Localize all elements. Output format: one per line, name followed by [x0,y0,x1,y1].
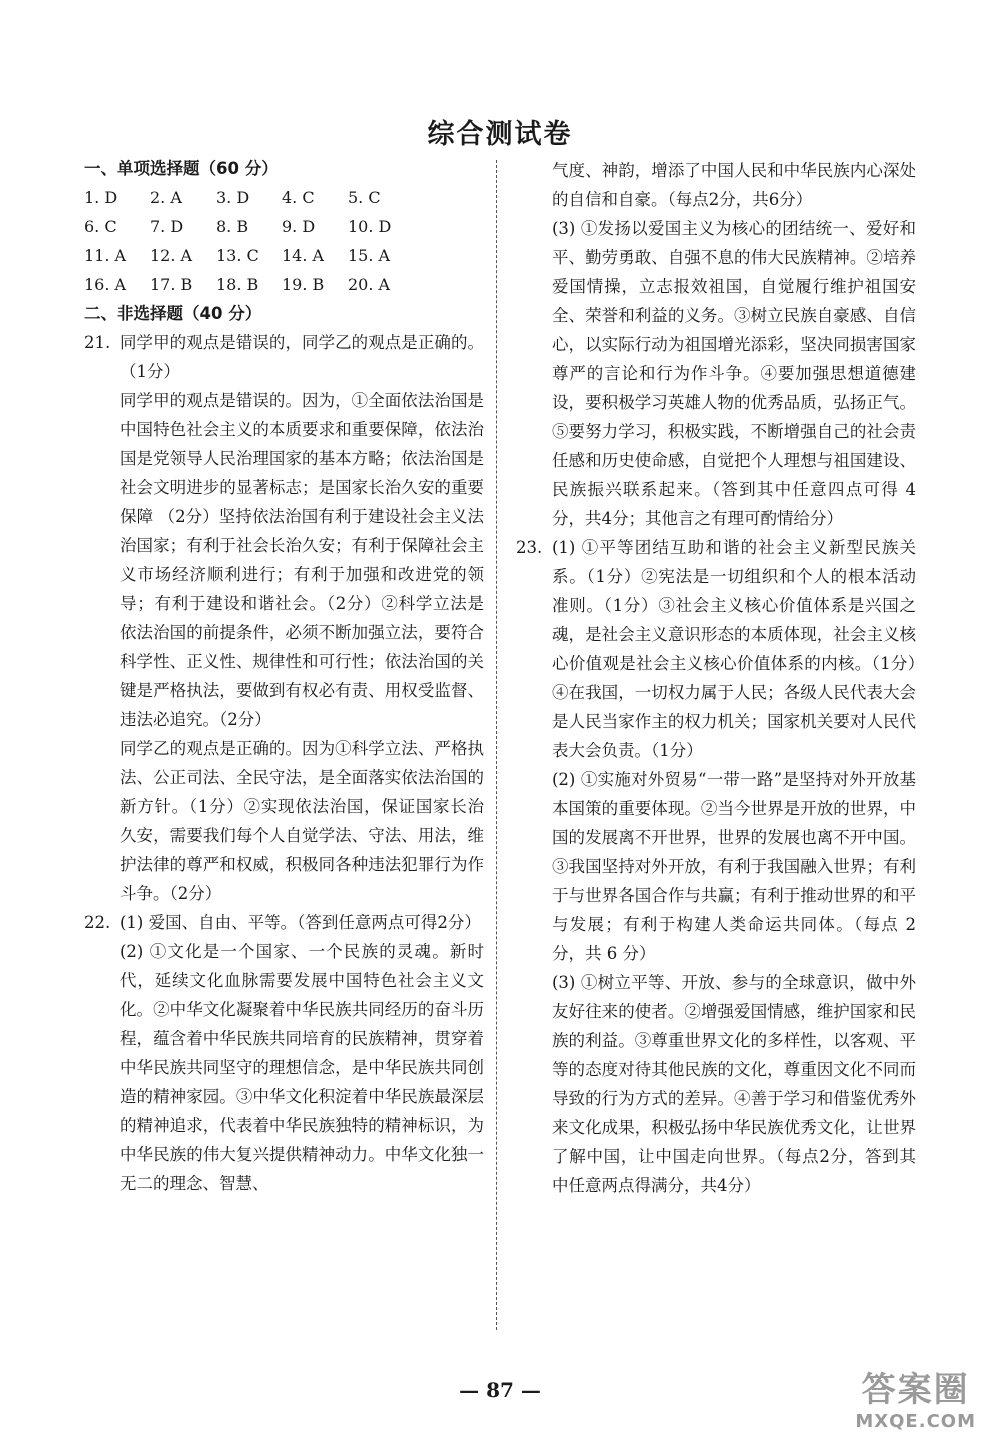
answer-paragraph: (2) ①实施对外贸易“一带一路”是坚持对外开放基本国策的重要体现。②当今世界是开放的世界，中国的发展离不开世界，世界的发展也离不开中国。③我国坚持对外开放，有利于我国融入世界；有利于与世界各国合作与共赢；有利于推动世界的和平与发展；有利于构建人类命运共同体。（每点 2 分，共 6 分） [552,770,916,963]
answer-item: 14. A [282,246,325,265]
answer-item: 19. B [282,275,325,294]
answer-item: 8. B [216,217,249,236]
answer-paragraph: (2) ①文化是一个国家、一个民族的灵魂。新时代，延续文化血脉需要发展中国特色社会主义文化。②中华文化凝聚着中华民族共同经历的奋斗历程，蕴含着中华民族共同培育的民族精神，贯穿着中华民族共同坚守的理想信念，是中华民族共同创造的精神家园。③中华文化积淀着中华民族最深层的精神追求，代表着中华民族独特的精神标识，为中华民族的伟大复兴提供精神动力。中华文化独一无二的理念、智慧、 [120,942,484,1193]
right-column [516,156,916,1200]
answer-paragraph: 同学乙的观点是正确的。因为①科学立法、严格执法、公正司法、全民守法，是全面落实依法治国的新方针。（1分）②实现依法治国，保证国家长治久安，需要我们每个人自觉学法、守法、用法，维护法律的尊严和权威，积极同各种违法犯罪行为作斗争。（2分） [120,739,484,903]
question-body [120,328,484,908]
question-number: 21. [84,333,111,352]
answer-item: 1. D [84,188,118,207]
answer-row [84,241,484,270]
answer-item: 9. D [282,217,316,236]
section-heading-choice: 一、单项选择题（60 分） [84,159,278,178]
answer-item: 7. D [150,217,184,236]
answer-item: 16. A [84,275,127,294]
watermark-top: 答案圈 [861,1370,970,1410]
answer-item: 15. A [348,246,391,265]
answer-paragraph: 同学甲的观点是错误的，同学乙的观点是正确的。（1分） [120,333,484,381]
question-number: 22. [84,913,111,932]
answer-paragraph: (1) ①平等团结互助和谐的社会主义新型民族关系。（1分）②宪法是一切组织和个人的根本活动准则。（1分）③社会主义核心价值体系是兴国之魂，是社会主义意识形态的本质体现，社会主义核心价值观是社会主义核心价值体系的内核。（1分）④在我国，一切权力属于人民；各级人民代表大会是人民当家作主的权力机关；国家机关要对人民代表大会负责。（1分） [552,538,916,760]
answer-row [84,212,484,241]
answer-item: 10. D [348,217,392,236]
watermark-logo [855,1362,976,1432]
answer-paragraph: (3) ①树立平等、开放、参与的全球意识，做中外友好往来的使者。②增强爱国情感，维护国家和民族的利益。③尊重世界文化的多样性，以客观、平等的态度对待其他民族的文化，尊重因文化不同而导致的行为方式的差异。④善于学习和借鉴优秀外来文化成果，积极弘扬中华民族优秀文化，让世界了解中国，让中国走向世界。（每点2分，答到其中任意两点得满分，共4分） [552,973,916,1195]
question-body [120,908,484,1198]
answer-paragraph: 同学甲的观点是错误的。因为，①全面依法治国是中国特色社会主义的本质要求和重要保障，依法治国是党领导人民治理国家的基本方略；依法治国是社会文明进步的显著标志；是国家长治久安的重要保障 （2分）坚持依法治国有利于建设社会主义法治国家；有利于社会长治久安；有利于保障社会主义市场经济顺利进行；有利于加强和改进党的领导；有利于建设和谐社会。（2分）②科学立法是依法治国的前提条件，必须不断加强立法，要符合科学性、正义性、规律性和可行性；依法治国的关键是严格执法，要做到有权必有责、用权受监督、违法必追究。（2分） [120,391,484,729]
answer-item: 12. A [150,246,193,265]
question-23 [516,533,916,1200]
question-22 [84,908,484,1198]
answer-row [84,270,484,299]
answer-paragraph: (1) 爱国、自由、平等。（答到任意两点可得2分） [120,913,481,932]
answer-item: 18. B [216,275,259,294]
answer-item: 3. D [216,188,250,207]
answer-item: 6. C [84,217,117,236]
page-title: 综合测试卷 [427,119,573,150]
question-body [552,533,916,1200]
question-21 [84,328,484,908]
answer-paragraph-continued: 气度、神韵，增添了中国人民和中华民族内心深处的自信和自豪。（每点2分，共6分） [552,161,916,209]
section-heading-nonchoice: 二、非选择题（40 分） [84,304,262,323]
left-column [84,154,484,1198]
question-number: 23. [516,538,543,557]
page-number: — 87 — [459,1378,541,1402]
answer-item: 4. C [282,188,315,207]
watermark-bottom: MXQE.COM [855,1411,976,1432]
answer-item: 5. C [348,188,381,207]
answer-paragraph: (3) ①发扬以爱国主义为核心的团结统一、爱好和平、勤劳勇敢、自强不息的伟大民族精神。②培养爱国情操，立志报效祖国，自觉履行维护祖国安全、荣誉和利益的义务。③树立民族自豪感、自信心，以实际行动为祖国增光添彩，坚决同损害国家尊严的言论和行为作斗争。④要加强思想道德建设，要积极学习英雄人物的优秀品质，弘扬正气。⑤要努力学习，积极实践，不断增强自己的社会责任感和历史使命感，自觉把个人理想与祖国建设、民族振兴联系起来。（答到其中任意四点可得 4 分，共4分；其他言之有理可酌情给分） [552,219,916,528]
multiple-choice-answers [84,183,484,299]
answer-item: 20. A [348,275,391,294]
answer-row [84,183,484,212]
answer-item: 2. A [150,188,182,207]
column-divider [496,160,497,1330]
answer-item: 13. C [216,246,259,265]
answer-item: 17. B [150,275,193,294]
answer-item: 11. A [84,246,127,265]
